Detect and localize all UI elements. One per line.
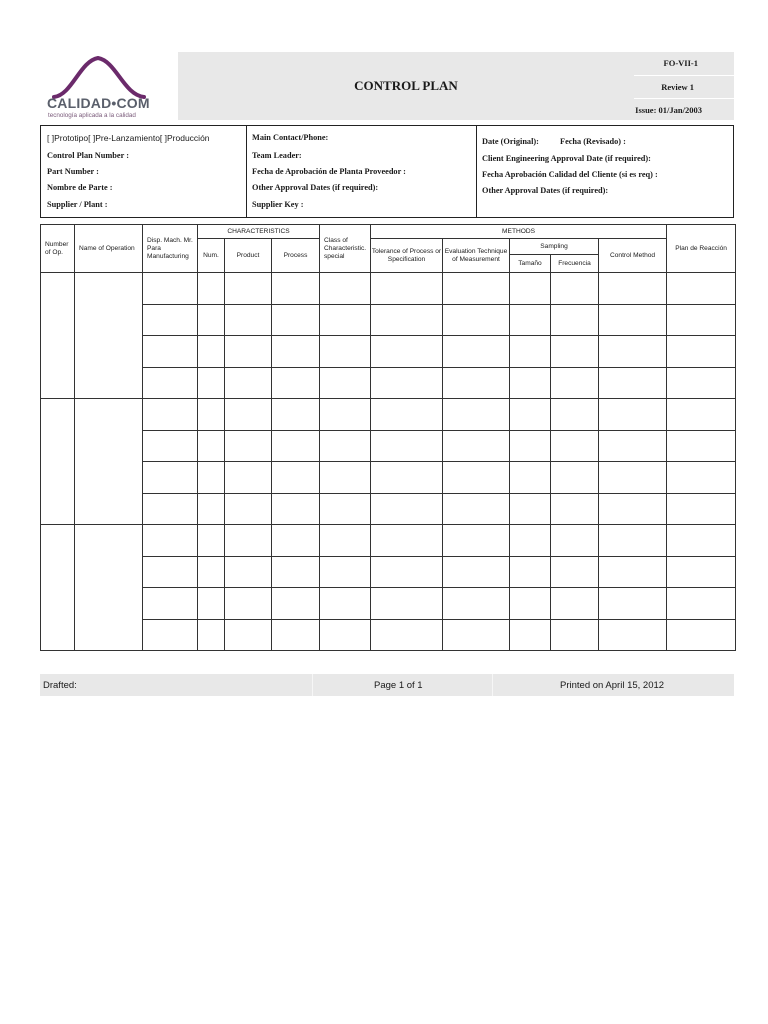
sample-size-cell[interactable] [510, 336, 551, 368]
reaction-plan-cell[interactable] [667, 525, 736, 557]
class-cell[interactable] [320, 399, 371, 431]
table-row [41, 588, 736, 620]
footer-page-cell [312, 674, 493, 696]
characteristic-num-cell[interactable] [198, 493, 225, 525]
machine-cell[interactable] [143, 525, 198, 557]
product-cell[interactable] [225, 493, 272, 525]
tolerance-cell[interactable] [371, 619, 443, 651]
footer-drafted-cell [40, 674, 313, 696]
machine-cell[interactable] [143, 336, 198, 368]
tolerance-cell[interactable] [371, 304, 443, 336]
footer-printed-cell [492, 674, 734, 696]
table-row [41, 619, 736, 651]
process-cell[interactable] [272, 588, 320, 620]
frequency-cell[interactable] [551, 273, 599, 305]
header-process: Process [272, 239, 320, 273]
characteristic-num-cell[interactable] [198, 273, 225, 305]
table-row [41, 336, 736, 368]
frequency-cell[interactable] [551, 525, 599, 557]
evaluation-cell[interactable] [443, 493, 510, 525]
sample-size-cell[interactable] [510, 304, 551, 336]
frequency-cell[interactable] [551, 304, 599, 336]
table-row [41, 462, 736, 494]
product-cell[interactable] [225, 336, 272, 368]
product-cell[interactable] [225, 430, 272, 462]
process-cell[interactable] [272, 462, 320, 494]
part-name-field[interactable]: Nombre de Parte : [47, 183, 113, 192]
product-cell[interactable] [225, 588, 272, 620]
evaluation-cell[interactable] [443, 336, 510, 368]
product-cell[interactable] [225, 462, 272, 494]
product-cell[interactable] [225, 525, 272, 557]
date-revised-field[interactable]: Fecha (Revisado) : [560, 137, 626, 146]
class-cell[interactable] [320, 588, 371, 620]
process-cell[interactable] [272, 619, 320, 651]
supplier-plant-field[interactable]: Supplier / Plant : [47, 200, 108, 209]
header-sample-size: Tamaño [510, 255, 551, 273]
table-row [41, 367, 736, 399]
machine-cell[interactable] [143, 367, 198, 399]
class-cell[interactable] [320, 336, 371, 368]
plan-info-box [40, 125, 734, 218]
frequency-cell[interactable] [551, 619, 599, 651]
date-original-field[interactable]: Date (Original): [482, 137, 539, 146]
process-cell[interactable] [272, 367, 320, 399]
machine-cell[interactable] [143, 588, 198, 620]
characteristic-num-cell[interactable] [198, 367, 225, 399]
characteristic-num-cell[interactable] [198, 619, 225, 651]
bell-curve-logo-icon [46, 55, 152, 99]
operation-number-cell[interactable] [41, 273, 75, 399]
evaluation-cell[interactable] [443, 430, 510, 462]
class-cell[interactable] [320, 556, 371, 588]
class-cell[interactable] [320, 430, 371, 462]
frequency-cell[interactable] [551, 556, 599, 588]
reaction-plan-cell[interactable] [667, 462, 736, 494]
issue-date: Issue: 01/Jan/2003 [635, 105, 702, 115]
logo-tagline: tecnología aplicada a la calidad [48, 112, 136, 119]
evaluation-cell[interactable] [443, 367, 510, 399]
class-cell[interactable] [320, 525, 371, 557]
header-characteristics: CHARACTERISTICS [198, 225, 320, 239]
header-evaluation-technique: Evaluation Technique of Measurement [443, 239, 510, 273]
operation-number-cell[interactable] [41, 399, 75, 525]
page-number: Page 1 of 1 [374, 680, 423, 691]
machine-cell[interactable] [143, 493, 198, 525]
control-method-cell[interactable] [599, 556, 667, 588]
operation-number-cell[interactable] [41, 525, 75, 651]
frequency-cell[interactable] [551, 493, 599, 525]
control-method-cell[interactable] [599, 462, 667, 494]
evaluation-cell[interactable] [443, 273, 510, 305]
sample-size-cell[interactable] [510, 493, 551, 525]
sample-size-cell[interactable] [510, 588, 551, 620]
class-cell[interactable] [320, 462, 371, 494]
characteristic-num-cell[interactable] [198, 430, 225, 462]
frequency-cell[interactable] [551, 336, 599, 368]
page-footer [40, 674, 734, 696]
control-method-cell[interactable] [599, 525, 667, 557]
control-plan-number-field[interactable]: Control Plan Number : [47, 151, 129, 160]
table-row [41, 525, 736, 557]
info-column-part [41, 126, 247, 217]
product-cell[interactable] [225, 556, 272, 588]
process-cell[interactable] [272, 273, 320, 305]
sample-size-cell[interactable] [510, 462, 551, 494]
title-band [178, 52, 634, 120]
evaluation-cell[interactable] [443, 588, 510, 620]
supplier-plant-approval-date-field[interactable]: Fecha de Aprobación de Planta Proveedor : [252, 167, 406, 176]
drafted-label: Drafted: [43, 680, 77, 691]
sample-size-cell[interactable] [510, 619, 551, 651]
characteristic-num-cell[interactable] [198, 588, 225, 620]
machine-cell[interactable] [143, 619, 198, 651]
process-cell[interactable] [272, 336, 320, 368]
frequency-cell[interactable] [551, 462, 599, 494]
characteristic-num-cell[interactable] [198, 556, 225, 588]
reaction-plan-cell[interactable] [667, 399, 736, 431]
control-method-cell[interactable] [599, 430, 667, 462]
reaction-plan-cell[interactable] [667, 430, 736, 462]
printed-date: Printed on April 15, 2012 [560, 680, 665, 691]
control-method-cell[interactable] [599, 304, 667, 336]
info-column-contact [246, 126, 477, 217]
document-meta [634, 52, 734, 120]
machine-cell[interactable] [143, 556, 198, 588]
product-cell[interactable] [225, 619, 272, 651]
characteristic-num-cell[interactable] [198, 336, 225, 368]
reaction-plan-cell[interactable] [667, 273, 736, 305]
control-method-cell[interactable] [599, 273, 667, 305]
tolerance-cell[interactable] [371, 525, 443, 557]
table-row [41, 399, 736, 431]
evaluation-cell[interactable] [443, 556, 510, 588]
characteristic-num-cell[interactable] [198, 399, 225, 431]
header-reaction-plan: Plan de Reacción [667, 225, 736, 273]
sample-size-cell[interactable] [510, 273, 551, 305]
sample-size-cell[interactable] [510, 556, 551, 588]
form-code-cell [634, 52, 734, 74]
control-method-cell[interactable] [599, 336, 667, 368]
operation-name-cell[interactable] [75, 399, 143, 525]
phase-checkboxes[interactable]: [ ]Prototipo[ ]Pre-Lanzamiento[ ]Producción [47, 133, 210, 143]
evaluation-cell[interactable] [443, 399, 510, 431]
frequency-cell[interactable] [551, 399, 599, 431]
supplier-key-field[interactable]: Supplier Key : [252, 200, 304, 209]
other-approval-dates-client-field[interactable]: Other Approval Dates (if required): [482, 186, 609, 195]
frequency-cell[interactable] [551, 367, 599, 399]
control-plan-table [40, 224, 736, 651]
operation-name-cell[interactable] [75, 525, 143, 651]
other-approval-dates-field[interactable]: Other Approval Dates (if required): [252, 183, 379, 192]
header-number-op: Number of Op. [41, 225, 75, 273]
tolerance-cell[interactable] [371, 273, 443, 305]
class-cell[interactable] [320, 367, 371, 399]
reaction-plan-cell[interactable] [667, 588, 736, 620]
reaction-plan-cell[interactable] [667, 367, 736, 399]
reaction-plan-cell[interactable] [667, 619, 736, 651]
evaluation-cell[interactable] [443, 462, 510, 494]
class-cell[interactable] [320, 619, 371, 651]
evaluation-cell[interactable] [443, 525, 510, 557]
characteristic-num-cell[interactable] [198, 304, 225, 336]
machine-cell[interactable] [143, 399, 198, 431]
frequency-cell[interactable] [551, 430, 599, 462]
header-operation-name: Name of Operation [75, 225, 143, 273]
reaction-plan-cell[interactable] [667, 556, 736, 588]
control-plan-body [41, 273, 736, 651]
process-cell[interactable] [272, 556, 320, 588]
class-cell[interactable] [320, 304, 371, 336]
review-label: Review 1 [661, 82, 694, 92]
header-tolerance: Tolerance of Process or Specification [371, 239, 443, 273]
header-methods: METHODS [371, 225, 667, 239]
page-title: CONTROL PLAN [354, 78, 458, 93]
class-cell[interactable] [320, 273, 371, 305]
process-cell[interactable] [272, 493, 320, 525]
class-cell[interactable] [320, 493, 371, 525]
header-machine: Disp. Mach. Mr. Para Manufacturing [143, 225, 198, 273]
tolerance-cell[interactable] [371, 336, 443, 368]
sample-size-cell[interactable] [510, 399, 551, 431]
control-method-cell[interactable] [599, 367, 667, 399]
tolerance-cell[interactable] [371, 430, 443, 462]
machine-cell[interactable] [143, 273, 198, 305]
control-method-cell[interactable] [599, 399, 667, 431]
machine-cell[interactable] [143, 304, 198, 336]
sample-size-cell[interactable] [510, 367, 551, 399]
evaluation-cell[interactable] [443, 619, 510, 651]
header-num: Num. [198, 239, 225, 273]
tolerance-cell[interactable] [371, 493, 443, 525]
tolerance-cell[interactable] [371, 367, 443, 399]
client-quality-approval-field[interactable]: Fecha Aprobación Calidad del Cliente (si es req) : [482, 170, 658, 179]
reaction-plan-cell[interactable] [667, 304, 736, 336]
reaction-plan-cell[interactable] [667, 336, 736, 368]
info-column-dates [476, 126, 734, 217]
control-method-cell[interactable] [599, 588, 667, 620]
product-cell[interactable] [225, 367, 272, 399]
operation-name-cell[interactable] [75, 273, 143, 399]
process-cell[interactable] [272, 430, 320, 462]
product-cell[interactable] [225, 304, 272, 336]
header-sample-frequency: Frecuencia [551, 255, 599, 273]
sample-size-cell[interactable] [510, 430, 551, 462]
table-row [41, 304, 736, 336]
main-contact-field[interactable]: Main Contact/Phone: [252, 133, 329, 142]
tolerance-cell[interactable] [371, 556, 443, 588]
control-method-cell[interactable] [599, 619, 667, 651]
table-row [41, 556, 736, 588]
tolerance-cell[interactable] [371, 462, 443, 494]
table-row [41, 273, 736, 305]
characteristic-num-cell[interactable] [198, 462, 225, 494]
team-leader-field[interactable]: Team Leader: [252, 151, 302, 160]
machine-cell[interactable] [143, 462, 198, 494]
tolerance-cell[interactable] [371, 588, 443, 620]
characteristic-num-cell[interactable] [198, 525, 225, 557]
table-row [41, 493, 736, 525]
product-cell[interactable] [225, 273, 272, 305]
review-cell [634, 75, 734, 98]
header-sampling: Sampling [510, 239, 599, 255]
part-number-field[interactable]: Part Number : [47, 167, 99, 176]
header-control-method: Control Method [599, 239, 667, 273]
header-class-characteristic: Class of Characteristic. special [320, 225, 371, 273]
sample-size-cell[interactable] [510, 525, 551, 557]
process-cell[interactable] [272, 399, 320, 431]
machine-cell[interactable] [143, 430, 198, 462]
product-cell[interactable] [225, 399, 272, 431]
evaluation-cell[interactable] [443, 304, 510, 336]
process-cell[interactable] [272, 525, 320, 557]
company-logo [44, 55, 154, 123]
issue-cell [634, 98, 734, 121]
reaction-plan-cell[interactable] [667, 493, 736, 525]
table-row [41, 430, 736, 462]
process-cell[interactable] [272, 304, 320, 336]
header-product: Product [225, 239, 272, 273]
frequency-cell[interactable] [551, 588, 599, 620]
form-code: FO-VII-1 [663, 58, 698, 68]
control-method-cell[interactable] [599, 493, 667, 525]
client-engineering-approval-field[interactable]: Client Engineering Approval Date (if required): [482, 154, 651, 163]
logo-brand-text: CALIDAD•COM [47, 95, 150, 111]
tolerance-cell[interactable] [371, 399, 443, 431]
